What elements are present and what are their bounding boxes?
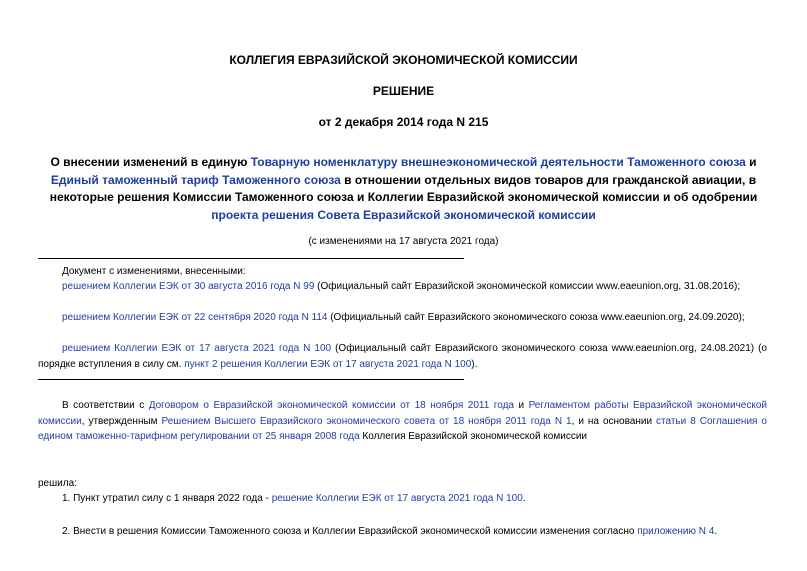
preamble-text-1: В соответствии с — [62, 400, 149, 411]
item1-text-1: 1. Пункт утратил силу с 1 января 2022 года - — [62, 493, 272, 504]
link-council-draft[interactable]: проекта решения Совета Евразийской экономической комиссии — [211, 207, 596, 222]
title-text-3: в отношении отдельных видов товаров для гражданской авиации, в некоторые решения Комиссии Таможенного союза и Коллегии Евразийской экономической комиссии и об одобрении — [49, 172, 758, 204]
document-title — [36, 154, 771, 224]
decided-label: решила: — [38, 478, 77, 489]
link-eec-regulations[interactable]: Регламентом работы Евразийской экономической комиссии — [38, 400, 767, 427]
preamble — [38, 398, 767, 445]
amendment-link-1[interactable]: решением Коллегии ЕЭК от 30 августа 2016 года N 99 — [62, 281, 315, 292]
amendments-heading: Документ с изменениями, внесенными: — [62, 266, 246, 277]
amendment-link-2[interactable]: решением Коллегии ЕЭК от 22 сентября 2020 года N 114 — [62, 312, 328, 323]
preamble-text-4: , и на основании — [571, 415, 657, 427]
item2-text-1: 2. Внести в решения Комиссии Таможенного союза и Коллегии Евразийской экономической комиссии изменения согласно — [62, 526, 638, 537]
issuing-body: КОЛЛЕГИЯ ЕВРАЗИЙСКОЙ ЭКОНОМИЧЕСКОЙ КОМИССИИ — [229, 53, 578, 67]
link-customs-tariff[interactable]: Единый таможенный тариф Таможенного союза — [50, 172, 341, 187]
divider-top — [38, 258, 464, 259]
item1-text-2: . — [522, 493, 526, 504]
decision-item-1 — [38, 491, 767, 507]
title-text-1: О внесении изменений в единую — [50, 155, 251, 169]
item2-text-2: . — [714, 526, 718, 537]
amendment-text-3: (Официальный сайт Евразийского экономического союза www.eaeunion.org, 24.08.2021) (о порядке вступления в силу см. — [38, 343, 767, 370]
decision-item-2 — [38, 524, 767, 540]
amendment-item — [38, 341, 767, 372]
link-supreme-council-decision[interactable]: Решением Высшего Евразийского экономического совета от 18 ноября 2011 года N 1 — [161, 415, 572, 427]
amendment-item — [38, 279, 767, 295]
amendment-text-2: (Официальный сайт Евразийского экономического союза www.eaeunion.org, 24.09.2020); — [327, 312, 745, 323]
link-item1-decision[interactable]: решение Коллегии ЕЭК от 17 августа 2021 года N 100 — [271, 493, 523, 504]
link-tn-ved[interactable]: Товарную номенклатуру внешнеэкономической деятельности Таможенного союза — [250, 155, 746, 169]
link-agreement-article-8[interactable]: статьи 8 Соглашения о едином таможенно-тарифном регулировании от 25 января 2008 года — [38, 415, 767, 442]
amendment-item — [38, 310, 767, 326]
preamble-text-2: и — [513, 400, 529, 411]
link-appendix-4[interactable]: приложению N 4 — [637, 526, 715, 537]
amendment-text-1: (Официальный сайт Евразийской экономической комиссии www.eaeunion.org, 31.08.2016); — [314, 281, 741, 292]
divider-bottom — [38, 379, 464, 380]
title-text-2: и — [745, 155, 757, 169]
preamble-text-3: , утвержденным — [81, 415, 162, 427]
document-date-number: от 2 декабря 2014 года N 215 — [318, 115, 489, 129]
amendment-link-3b[interactable]: пункт 2 решения Коллегии ЕЭК от 17 августа 2021 года N 100 — [184, 358, 472, 370]
amendment-link-3[interactable]: решением Коллегии ЕЭК от 17 августа 2021 года N 100 — [62, 343, 332, 354]
changes-note: (с изменениями на 17 августа 2021 года) — [308, 236, 499, 247]
preamble-text-5: Коллегия Евразийской экономической комиссии — [359, 431, 587, 442]
document-type: РЕШЕНИЕ — [372, 84, 435, 98]
amendment-text-3b: ). — [471, 358, 478, 370]
link-eec-treaty[interactable]: Договором о Евразийской экономической комиссии от 18 ноября 2011 года — [148, 400, 514, 411]
